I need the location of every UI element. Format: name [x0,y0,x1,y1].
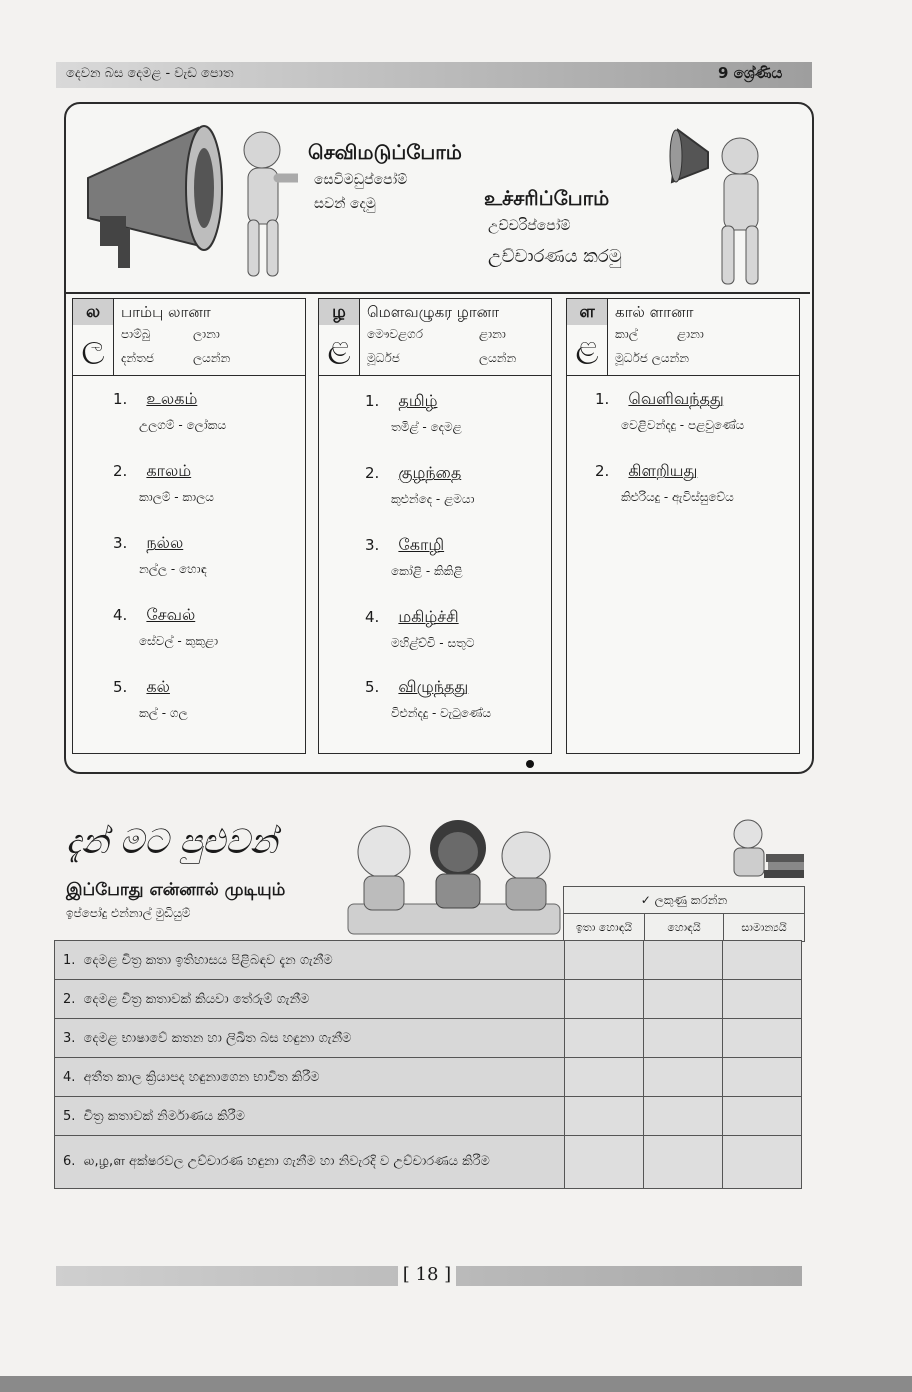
megaphone-listener-illustration [78,108,298,288]
sinhala-letter: ළ [327,329,351,364]
list-item [595,389,744,433]
speaker-illustration [668,122,802,290]
rating-cell[interactable] [643,1136,722,1189]
word-translation: මහිළ්ච්චි - සතුට [391,636,475,650]
column-lla [566,298,800,754]
rating-cell[interactable] [643,1019,722,1058]
tamil-word: கோழி [398,535,445,554]
rating-cell[interactable] [564,941,643,980]
list-item [595,461,734,505]
letter-type: මූර්ධජ [367,351,400,365]
word-number: 3. [113,534,128,552]
word-translation: කෝළි - කිකිළි [391,564,463,578]
rating-very-good: ඉතා හොඳයි [564,914,645,941]
tamil-word: விழுந்தது [398,677,469,696]
dot-mark [526,760,534,768]
letter-name-tamil: பாம்பு லானா [121,303,211,321]
rating-header [563,886,805,942]
item-number: 3. [63,1030,76,1046]
item-text: දෙමළ භාෂාවේ කතන හා ලිඛිත බස හඳුනා ගැනීම [83,1030,352,1046]
item-label [55,941,565,980]
rating-cell[interactable] [643,1058,722,1097]
letter-type: මූර්ධජ ලයන්න [615,351,689,365]
item-text: ல,ழ,ள අක්ෂරවල උච්චාරණ හඳුනා ගැනීම හා නිවැරදි ව උච්චාරණය කිරීම [83,1154,490,1169]
column-zha [318,298,552,754]
word-translation: තමිළ් - දෙමළ [391,420,462,434]
table-row [55,1136,802,1189]
pronounce-translit: උච්චරිප්පෝම් [488,218,571,234]
item-number: 5. [63,1108,76,1124]
girl-reading-illustration [718,814,808,884]
list-item [365,535,463,579]
word-number: 2. [595,462,610,480]
rating-average: සාමාන්‍යයි [741,921,787,934]
list-item [113,677,188,721]
word-translation: උලගම් - ලෝකය [139,418,227,432]
column-header [319,299,551,376]
table-row [55,980,802,1019]
word-translation: කල් - ගල [139,706,188,720]
rating-cell[interactable] [722,941,801,980]
list-item [365,463,474,507]
rating-cell[interactable] [564,1097,643,1136]
letter-name-translit: මෞවළගර [367,327,423,341]
letter-name-translit-2: ළානා [677,327,704,341]
tamil-word: மகிழ்ச்சி [398,607,459,626]
tamil-word: வெளிவந்தது [628,389,724,408]
rating-cell[interactable] [564,980,643,1019]
word-number: 1. [595,390,610,408]
rating-instruction: ✓ ලකුණු කරන්න [564,887,804,914]
item-label [55,1097,565,1136]
column-header [73,299,305,376]
word-number: 5. [113,678,128,696]
letter-type: දන්තජ [121,351,154,365]
item-text: අතීත කාල ක්‍රියාපද හඳුනාගෙන භාවිත කිරීම [83,1069,320,1085]
panel-divider [66,292,810,294]
word-translation: නල්ල - හොඳ [139,562,207,576]
word-number: 4. [365,608,380,626]
letter-type-2: ලයන්න [193,351,231,365]
listen-meaning: සවන් දෙමු [314,196,376,212]
word-number: 2. [365,464,380,482]
tamil-word: காலம் [146,461,192,480]
now-i-can-title: දැන් මට පුළුවන් [66,822,278,862]
rating-cell[interactable] [722,1097,801,1136]
list-item [365,391,462,435]
item-label [55,1136,565,1189]
tamil-word: சேவல் [146,605,196,624]
listen-translit: සෙවිමඩුප්පෝම් [314,172,408,188]
word-translation: සේවල් - කුකුළා [139,634,219,648]
letter-name-translit-2: ලානා [193,327,220,341]
table-row [55,1019,802,1058]
list-item [113,605,218,649]
pronounce-title: உச்சரிப்போம் [484,186,610,210]
tamil-letter: ழ [319,299,359,325]
word-translation: කාලම් - කාලය [139,490,214,504]
column-header [567,299,799,376]
word-number: 2. [113,462,128,480]
page-number: [ 18 ] [398,1262,456,1288]
grade-label: 9 ශ්‍රේණිය [718,64,783,82]
page-number-value: 18 [415,1264,439,1285]
item-number: 6. [63,1154,76,1169]
item-text: චිත්‍ර කතාවක් නිර්මාණය කිරීම [83,1108,245,1124]
letter-box [73,299,114,375]
rating-cell[interactable] [643,980,722,1019]
rating-cell[interactable] [564,1019,643,1058]
list-item [365,677,491,721]
rating-cell[interactable] [722,1019,801,1058]
rating-cell[interactable] [722,980,801,1019]
listen-title: செவிமடுப்போம் [308,140,462,164]
tamil-word: உலகம் [146,389,198,408]
tamil-word: கிளறியது [628,461,698,480]
letter-name-tamil: கால் ளானா [615,303,694,321]
rating-cell[interactable] [722,1136,801,1189]
word-number: 1. [365,392,380,410]
letter-name-tamil: மௌவழுகர ழானா [367,303,500,321]
rating-cell[interactable] [564,1058,643,1097]
letter-name-translit-2: ළානා [479,327,506,341]
word-number: 1. [113,390,128,408]
item-label [55,1058,565,1097]
sinhala-letter: ල [81,329,105,364]
table-row [55,941,802,980]
rating-cell[interactable] [643,941,722,980]
rating-good: හොඳයි [645,914,724,941]
book-title: දෙවන බස දෙමළ - වැඩ පොත [66,66,234,81]
letter-box [567,299,608,375]
children-illustration [344,812,564,938]
tamil-letter: ல [73,299,113,325]
word-number: 4. [113,606,128,624]
list-item [365,607,474,651]
column-la [72,298,306,754]
tamil-word: நல்ல [146,533,184,552]
item-text: දෙමළ චිත්‍ර කතාවක් කියවා තේරුම් ගැනීම [83,991,310,1007]
word-translation: කිළුරියදු - ඇවිස්සුවේය [621,490,734,504]
item-label [55,1019,565,1058]
tamil-word: தமிழ் [398,391,438,410]
letter-type-2: ලයන්න [479,351,517,365]
word-number: 3. [365,536,380,554]
item-number: 2. [63,991,76,1007]
list-item [113,389,226,433]
rating-cell[interactable] [722,1058,801,1097]
rating-cell[interactable] [643,1097,722,1136]
sinhala-letter: ළ [575,329,599,364]
word-number: 5. [365,678,380,696]
tamil-letter: ள [567,299,607,325]
tamil-word: கல் [146,677,170,696]
table-row [55,1097,802,1136]
word-translation: විළුන්දදු - වැටුණේය [391,706,491,720]
now-i-can-translit: ඉප්පෝදු එන්නාල් මුඩියුම් [66,906,191,920]
item-text: දෙමළ චිත්‍ර කතා ඉතිහාසය පිළිබඳව දැන ගැනීම [83,952,333,968]
bottom-edge-strip [0,1376,912,1392]
letter-box [319,299,360,375]
tamil-word: குழந்தை [398,463,462,482]
rating-cell[interactable] [564,1136,643,1189]
item-number: 4. [63,1069,76,1085]
word-translation: වෙළිවන්දදු - පළවුණේය [621,418,745,432]
list-item [113,461,214,505]
list-item [113,533,207,577]
table-row [55,1058,802,1097]
letter-name-translit: කාල් [615,327,638,341]
word-translation: කුළුන්දෙ - ළමයා [391,492,475,506]
pronounce-meaning: උච්චාරණය කරමු [488,246,622,267]
now-i-can-tamil: இப்போது என்னால் முடியும் [66,880,286,900]
item-label [55,980,565,1019]
item-number: 1. [63,952,76,968]
letter-name-translit: පාම්බු [121,327,151,341]
self-evaluation-table [54,940,802,1189]
